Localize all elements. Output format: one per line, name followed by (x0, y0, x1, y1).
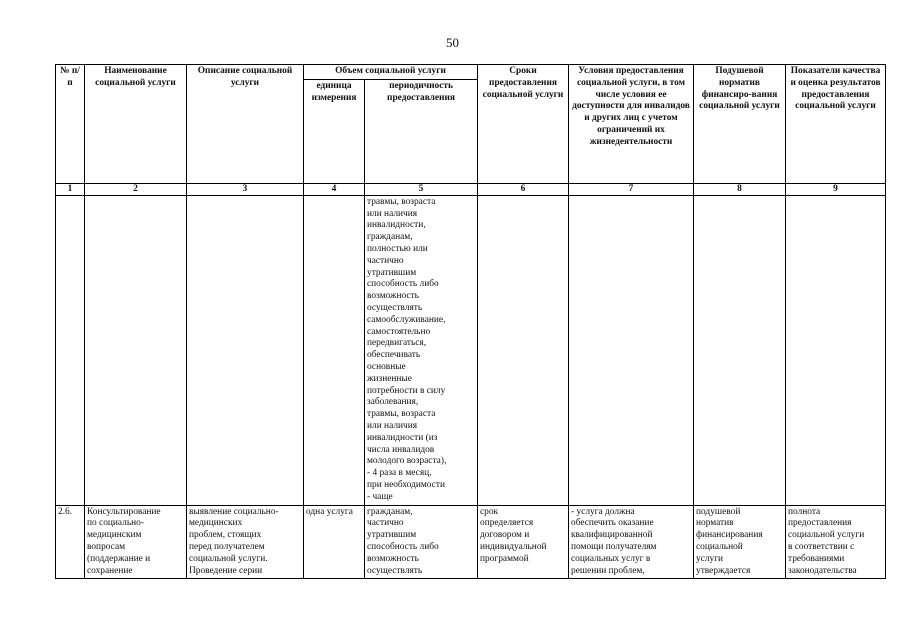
cell-norm: подушевой норматив финансирования социальной услуги утверждается (694, 505, 786, 579)
cell-period: гражданам, частично утратившим способность либо возможность осуществлять (365, 505, 478, 579)
table-row (56, 195, 886, 505)
column-number-8: 8 (694, 183, 786, 195)
header-name: Наименование социальной услуги (85, 65, 187, 184)
cell-norm (694, 195, 786, 505)
cell-unit (304, 195, 365, 505)
header-volume: Объем социальной услуги (304, 65, 478, 80)
cell-terms (478, 195, 569, 505)
column-number-9: 9 (786, 183, 886, 195)
cell-quality: полнота предоставления социальной услуги в соответствии с требованиями законодательства (786, 505, 886, 579)
cell-unit: одна услуга (304, 505, 365, 579)
cell-description: выявление социально- медицинских проблем, стоящих перед получателем социальной услуги. Проведение серии (187, 505, 304, 579)
table-row (56, 505, 886, 579)
cell-quality (786, 195, 886, 505)
column-number-3: 3 (187, 183, 304, 195)
column-number-6: 6 (478, 183, 569, 195)
column-number-7: 7 (569, 183, 694, 195)
column-number-2: 2 (85, 183, 187, 195)
cell-terms: срок определяется договором и индивидуальной программой (478, 505, 569, 579)
cell-num: 2.6. (56, 505, 85, 579)
header-norm: Подушевой норматив финансиро-вания социальной услуги (694, 65, 786, 184)
header-quality: Показатели качества и оценка результатов предоставления социальной услуги (786, 65, 886, 184)
cell-name: Консультирование по социально- медицинским вопросам (поддержание и сохранение (85, 505, 187, 579)
header-period: периодичность предоставления (365, 79, 478, 183)
page-number: 50 (446, 35, 459, 50)
social-services-table (55, 64, 886, 579)
header-unit: единица измерения (304, 79, 365, 183)
header-terms: Сроки предоставления социальной услуги (478, 65, 569, 184)
column-number-4: 4 (304, 183, 365, 195)
column-number-5: 5 (365, 183, 478, 195)
header-num: № п/п (56, 65, 85, 184)
column-number-1: 1 (56, 183, 85, 195)
cell-conditions (569, 195, 694, 505)
cell-description (187, 195, 304, 505)
cell-name (85, 195, 187, 505)
cell-num (56, 195, 85, 505)
header-description: Описание социальной услуги (187, 65, 304, 184)
cell-conditions: - услуга должна обеспечить оказание квалифицированной помощи получателям социальных услуг в решении проблем, (569, 505, 694, 579)
header-conditions: Условия предоставления социальной услуги, в том числе условия ее доступности для инвалидов и других лиц с учетом ограничений их жизнедеятельности (569, 65, 694, 184)
cell-period: травмы, возраста или наличия инвалидности, гражданам, полностью или частично утратившим способность либо возможность осуществлять самообслуживание, самостоятельно передвигаться, обеспечивать основные жизненные потребности в силу заболевания, травмы, возраста или наличия инвалидности (из числа инвалидов молодого возраста), - 4 раза в месяц, при необходимости - чаще (365, 195, 478, 505)
